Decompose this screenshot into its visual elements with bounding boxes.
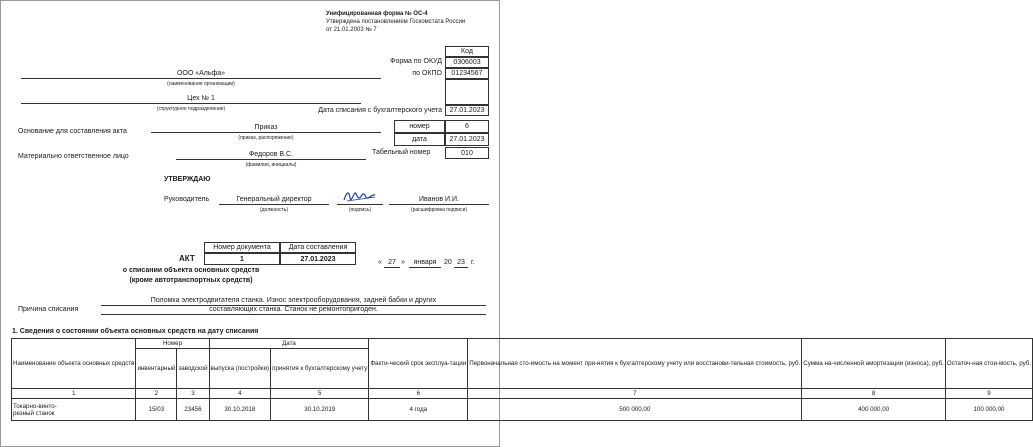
reason-label: Причина списания — [18, 306, 79, 313]
basis-number-value: 6 — [445, 120, 489, 133]
th-accepted: принятия к бухгалтерскому учету — [271, 349, 369, 389]
act-year-line — [454, 267, 468, 268]
okpo-value: 01234567 — [445, 68, 489, 79]
okud-label: Форма по ОКУД — [390, 58, 442, 65]
basis-line — [151, 132, 381, 133]
table-row — [12, 399, 1033, 421]
act-quote-close: » — [401, 259, 405, 266]
signature-icon — [341, 189, 381, 205]
cell-release: 30.10.2018 — [209, 399, 271, 421]
act-year-prefix: 20 — [444, 259, 452, 266]
org-unit: Цех № 1 — [187, 95, 215, 102]
org-name-caption: (наименование организации) — [167, 81, 235, 87]
th-name: Наименование объекта основных средств — [12, 339, 136, 389]
cell-residual: 100 000,00 — [945, 399, 1032, 421]
okpo-label: по ОКПО — [412, 70, 442, 77]
act-year: 23 — [457, 259, 465, 266]
reason-line-2: составляющих станка. Станок не ремонтопригоден. — [209, 306, 378, 313]
col-number: 6 — [369, 389, 468, 399]
approve-name: Иванов И.И. — [419, 196, 459, 203]
org-name: ООО «Альфа» — [176, 70, 226, 77]
org-name-line — [21, 78, 381, 79]
cell-factory: 23456 — [177, 399, 209, 421]
cell-accepted: 30.10.2019 — [271, 399, 369, 421]
approve-position-caption: (должность) — [259, 207, 289, 213]
responsible-caption: (фамилия, инициалы) — [245, 162, 297, 168]
act-quote-open: « — [378, 259, 382, 266]
okud-value: 0306003 — [445, 57, 489, 68]
approved-line-2: от 21.01.2003 № 7 — [326, 27, 377, 33]
act-year-suffix: г. — [471, 259, 475, 266]
th-inventory: инвентарный — [136, 349, 177, 389]
act-day: 27 — [388, 259, 396, 266]
col-number: 9 — [945, 389, 1032, 399]
cell-actual-term: 4 года — [369, 399, 468, 421]
doc-number-header: Номер документа — [204, 242, 280, 253]
reason-underline-2 — [101, 314, 486, 315]
writeoff-date-label: Дата списания с бухгалтерского учета — [318, 107, 442, 114]
cell-initial-cost: 500 000,00 — [468, 399, 802, 421]
col-number: 7 — [468, 389, 802, 399]
org-unit-caption: (структурное подразделение) — [156, 106, 226, 112]
basis-date-value: 27.01.2023 — [445, 133, 489, 146]
th-initial-cost: Первоначальная сто-имость на момент при-нятия к бухгалтерскому учету или восстанови-тельная стоимость, руб. — [468, 339, 802, 389]
basis-caption: (приказ, распоряжение) — [238, 135, 294, 141]
act-month-line — [409, 267, 441, 268]
col-number: 8 — [802, 389, 946, 399]
act-subtitle-2: (кроме автотранспортных средств) — [129, 277, 253, 284]
approve-position: Генеральный директор — [236, 196, 312, 203]
doc-date: 27.01.2023 — [280, 253, 356, 265]
col-number: 2 — [136, 389, 177, 399]
assets-table — [11, 338, 1033, 421]
act-day-line — [384, 267, 400, 268]
section1-title: 1. Сведения о состоянии объекта основных средств на дату списания — [12, 328, 259, 335]
act-title: АКТ — [179, 254, 195, 263]
approve-name-caption: (расшифровка подписи) — [410, 207, 468, 213]
col-number: 5 — [271, 389, 369, 399]
responsible-label: Материально ответственное лицо — [18, 153, 129, 160]
act-subtitle-1: о списании объекта основных средств — [122, 267, 260, 274]
th-number: Номер — [136, 339, 209, 349]
col-number: 3 — [177, 389, 209, 399]
approve-title: УТВЕРЖДАЮ — [164, 176, 211, 183]
th-depreciation: Сумма на-численной амортизации (износа), руб. — [802, 339, 946, 389]
form-title: Унифицированная форма № ОС-4 — [326, 11, 428, 17]
approved-line-1: Утверждена постановлением Госкомстата России — [326, 19, 466, 25]
cell-inventory: 15/03 — [136, 399, 177, 421]
tab-number-value: 010 — [445, 147, 489, 159]
org-unit-line — [21, 103, 361, 104]
empty-code-cell — [445, 79, 489, 105]
doc-date-header: Дата составления — [280, 242, 356, 253]
col-number: 1 — [12, 389, 136, 399]
cell-name: Токарно-винто- резный станок — [12, 399, 136, 421]
responsible-value: Федоров В.С. — [248, 151, 294, 158]
doc-number: 1 — [204, 253, 280, 265]
basis-value: Приказ — [254, 124, 278, 131]
th-factory: заводской — [177, 349, 209, 389]
cell-depreciation: 400 000,00 — [802, 399, 946, 421]
writeoff-date-value: 27.01.2023 — [445, 105, 489, 116]
tab-number-label: Табельный номер — [372, 149, 431, 156]
approve-name-line — [389, 204, 489, 205]
th-actual-term: Факти-ческий срок эксплуа-тации — [369, 339, 468, 389]
signature-caption: (подпись) — [348, 207, 372, 213]
th-date: Дата — [209, 339, 369, 349]
approve-head-label: Руководитель — [164, 196, 210, 203]
col-number: 4 — [209, 389, 271, 399]
reason-line-1: Поломка электродвигателя станка. Износ электрооборудования, задней бабки и других — [150, 297, 437, 304]
basis-number-label: номер — [394, 120, 445, 133]
basis-date-label: дата — [394, 133, 445, 146]
signature-line — [337, 204, 383, 205]
approve-position-line — [219, 204, 329, 205]
th-release: выпуска (постройки) — [209, 349, 271, 389]
act-month: января — [413, 259, 437, 266]
th-residual: Остаточ-ная стои-мость, руб. — [945, 339, 1032, 389]
code-header: Код — [445, 46, 489, 57]
responsible-line — [176, 159, 366, 160]
basis-label: Основание для составления акта — [18, 128, 127, 135]
